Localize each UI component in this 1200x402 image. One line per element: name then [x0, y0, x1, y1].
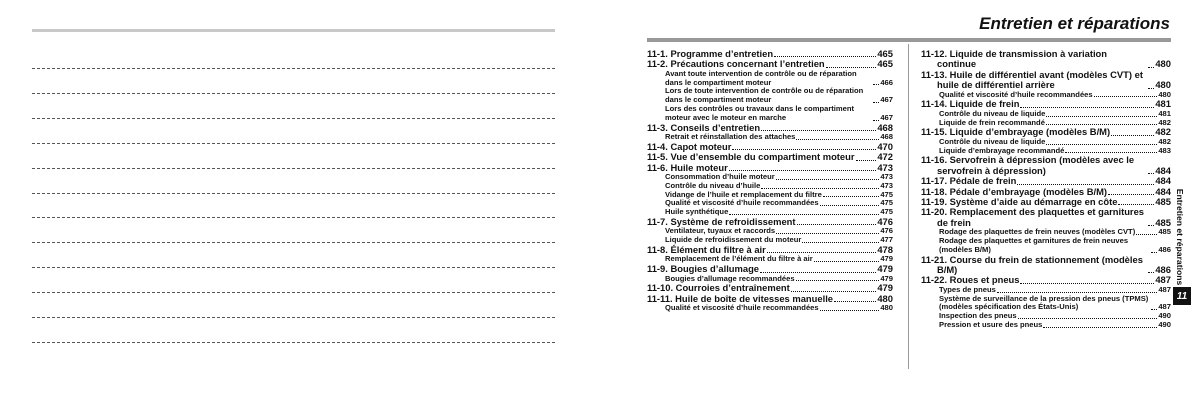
dot-leader: [796, 280, 880, 281]
toc-page-number: 484: [1155, 175, 1171, 187]
column-divider: [908, 44, 909, 369]
dot-leader: [1094, 96, 1158, 97]
toc-page-number: 484: [1155, 185, 1171, 197]
toc-entry-title: Consommation d’huile moteur: [665, 172, 775, 182]
toc-page-number: 480: [1155, 79, 1171, 91]
note-line: [32, 342, 555, 343]
note-line: [32, 217, 555, 218]
toc-entry-title: 11-9. Bougies d’allumage: [647, 263, 760, 275]
dot-leader: [823, 196, 879, 197]
toc-page-number: 476: [880, 226, 893, 236]
toc-page-number: 466: [880, 77, 893, 87]
dot-leader: [1065, 152, 1157, 153]
page-title: Entretien et réparations: [979, 14, 1170, 33]
toc-entry-title: 11-15. Liquide d’embrayage (modèles B/M): [921, 126, 1111, 138]
dot-leader: [767, 252, 877, 253]
dot-leader: [826, 67, 877, 68]
toc-subsection[interactable]: [647, 304, 893, 313]
toc-page-number: 479: [877, 263, 893, 275]
toc-page-number: 486: [1155, 264, 1171, 276]
toc-subsection[interactable]: [921, 237, 1171, 255]
toc-entry-title: 11-19. Système d’aide au démarrage en côte: [921, 196, 1118, 208]
dot-leader: [797, 224, 877, 225]
toc-entry-title: 11-21. Course du frein de stationnement (modèles B/M): [921, 253, 1143, 276]
toc-page-number: 479: [880, 273, 893, 283]
toc-page-number: 479: [877, 282, 893, 294]
toc-section[interactable]: [921, 49, 1171, 70]
toc-entry-title: 11-11. Huile de boîte de vitesses manuelle: [647, 292, 834, 304]
toc-page-number: 482: [1158, 117, 1171, 127]
dot-leader: [1148, 88, 1154, 89]
toc-entry-title: Contrôle du niveau d’huile: [665, 180, 761, 190]
dot-leader: [820, 310, 880, 311]
toc-entry-title: Lors de toute intervention de contrôle ou de réparation dans le compartiment moteur: [665, 86, 864, 105]
side-tab-label: [1173, 188, 1187, 286]
side-tab-text: Entretien et réparations: [1175, 188, 1185, 286]
dot-leader: [820, 205, 880, 206]
toc-page-number: 481: [1155, 98, 1171, 110]
toc-subsection[interactable]: [647, 70, 893, 88]
toc-page-number: 475: [880, 189, 893, 199]
toc-page-number: 472: [877, 151, 893, 163]
toc-page-number: 487: [1158, 302, 1171, 312]
toc-section[interactable]: [921, 70, 1171, 91]
toc-page-number: 475: [880, 198, 893, 208]
toc-page-number: 473: [880, 180, 893, 190]
toc-entry-title: 11-6. Huile moteur: [647, 161, 728, 173]
toc-page-number: 480: [1155, 58, 1171, 70]
toc-page-number: 485: [1155, 196, 1171, 208]
toc-entry-title: 11-13. Huile de différentiel avant (modèles CVT) et huile de différentiel arrière: [921, 68, 1143, 91]
dot-leader: [1118, 204, 1154, 205]
note-line: [32, 168, 555, 169]
toc-entry-title: 11-7. Système de refroidissement: [647, 216, 796, 227]
dot-leader: [1046, 144, 1157, 145]
toc-page-number: 490: [1158, 320, 1171, 330]
dot-leader: [873, 84, 879, 85]
dot-leader: [760, 272, 876, 273]
note-line: [32, 93, 555, 94]
toc-page-number: 485: [1158, 227, 1171, 237]
dot-leader: [1108, 194, 1154, 195]
note-line: [32, 193, 555, 194]
dot-leader: [1046, 116, 1157, 117]
toc-page-number: 480: [1158, 89, 1171, 99]
note-line: [32, 267, 555, 268]
toc-entry-title: 11-22. Roues et pneus: [921, 274, 1020, 286]
toc-entry-title: Huile synthétique: [665, 207, 729, 217]
toc-page-number: 473: [877, 161, 893, 173]
toc-page-number: 478: [877, 244, 893, 255]
toc-page-number: 468: [880, 132, 893, 141]
toc-entry-title: 11-5. Vue d’ensemble du compartiment moteur: [647, 151, 855, 163]
dot-leader: [1017, 184, 1154, 185]
toc-column-2: [921, 49, 1171, 330]
toc-section[interactable]: [921, 207, 1171, 228]
toc-page-number: 467: [880, 95, 893, 105]
dot-leader: [761, 130, 876, 131]
toc-subsection[interactable]: [647, 105, 893, 123]
toc-entry-title: Remplacement de l’élément du filtre à air: [665, 254, 813, 264]
note-line: [32, 242, 555, 243]
toc-subsection[interactable]: [921, 295, 1171, 313]
toc-page-number: 475: [880, 207, 893, 217]
dot-leader: [1148, 67, 1154, 68]
dot-leader: [834, 301, 876, 302]
toc-page-number: 480: [877, 292, 893, 304]
dot-leader: [873, 120, 879, 121]
dot-leader: [1151, 252, 1157, 253]
toc-entry-title: 11-17. Pédale de frein: [921, 175, 1017, 187]
dot-leader: [1111, 135, 1154, 136]
toc-entry-title: 11-14. Liquide de frein: [921, 98, 1020, 110]
dot-leader: [1136, 234, 1157, 235]
toc-page-number: 487: [1155, 274, 1171, 286]
toc-entry-title: 11-1. Programme d’entretien: [647, 48, 774, 59]
toc-page-number: 476: [877, 216, 893, 227]
toc-page-number: 477: [880, 235, 893, 245]
note-line: [32, 317, 555, 318]
toc-page-number: 484: [1155, 164, 1171, 176]
dot-leader: [791, 291, 877, 292]
dot-leader: [1148, 272, 1154, 273]
dot-leader: [774, 56, 876, 57]
dot-leader: [1148, 225, 1154, 226]
toc-page-number: 482: [1155, 126, 1171, 138]
toc-entry-title: 11-3. Conseils d’entretien: [647, 121, 761, 133]
dot-leader: [1018, 318, 1158, 319]
left-page-top-rule: [32, 29, 555, 32]
toc-page-number: 487: [1158, 284, 1171, 294]
toc-entry-title: Qualité et viscosité d’huile recommandées: [665, 303, 819, 313]
toc-entry-title: 11-4. Capot moteur: [647, 140, 732, 152]
dot-leader: [856, 160, 877, 161]
toc-page-number: 481: [1158, 108, 1171, 118]
note-line: [32, 68, 555, 69]
toc-entry-title: 11-16. Servofrein à dépression (modèles avec le servofrein à dépression): [921, 154, 1135, 176]
toc-entry-title: Ventilateur, tuyaux et raccords: [665, 226, 776, 236]
toc-entry-title: Système de surveillance de la pression des pneus (TPMS) (modèles spécification des États-Unis): [939, 293, 1149, 312]
toc-entry-title: Qualité et viscosité d’huile recommandées: [665, 198, 819, 208]
toc-entry-title: Rodage des plaquettes de frein neuves (modèles CVT): [939, 227, 1136, 237]
toc-page-number: 465: [877, 58, 893, 70]
toc-page-number: 468: [877, 121, 893, 133]
toc-subsection[interactable]: [647, 87, 893, 105]
note-line: [32, 292, 555, 293]
toc-page-number: 486: [1158, 244, 1171, 254]
toc-entry-title: Bougies d’allumage recommandées: [665, 273, 795, 283]
dot-leader: [776, 233, 879, 234]
dot-leader: [729, 214, 879, 215]
dot-leader: [814, 261, 880, 262]
toc-entry-title: Liquide d’embrayage recommandé: [939, 145, 1065, 155]
note-line: [32, 118, 555, 119]
chapter-badge: 11: [1173, 287, 1191, 305]
toc-page-number: 473: [880, 172, 893, 182]
toc-entry-title: 11-12. Liquide de transmission à variation continue: [921, 48, 1107, 70]
toc-page-number: 467: [880, 112, 893, 122]
dot-leader: [1046, 124, 1157, 125]
dot-leader: [761, 188, 879, 189]
toc-entry-title: Vidange de l’huile et remplacement du filtre: [665, 189, 822, 199]
toc-entry-title: Avant toute intervention de contrôle ou de réparation dans le compartiment moteur: [665, 68, 857, 87]
toc-page-number: 490: [1158, 311, 1171, 321]
toc-section[interactable]: [921, 155, 1171, 176]
toc-page-number: 480: [880, 303, 893, 313]
toc-page-number: 479: [880, 254, 893, 264]
toc-page-number: 485: [1155, 216, 1171, 228]
toc-page-number: 465: [877, 48, 893, 59]
dot-leader: [729, 170, 877, 171]
toc-entry-title: Types de pneus: [939, 284, 996, 294]
toc-entry-title: Contrôle du niveau de liquide: [939, 108, 1046, 118]
toc-page-number: 482: [1158, 136, 1171, 146]
note-line: [32, 143, 555, 144]
dot-leader: [776, 179, 880, 180]
dot-leader: [732, 149, 876, 150]
toc-subsection[interactable]: [921, 321, 1171, 330]
toc-entry-title: Pression et usure des pneus: [939, 320, 1043, 330]
toc-entry-title: Qualité et viscosité d’huile recommandées: [939, 89, 1093, 99]
toc-entry-title: Retrait et réinstallation des attaches: [665, 132, 796, 141]
dot-leader: [796, 139, 879, 140]
toc-entry-title: 11-18. Pédale d’embrayage (modèles B/M): [921, 185, 1108, 197]
dot-leader: [1151, 309, 1157, 310]
dot-leader: [1148, 173, 1154, 174]
dot-leader: [1020, 107, 1154, 108]
dot-leader: [873, 102, 879, 103]
toc-entry-title: Liquide de frein recommandé: [939, 117, 1045, 127]
dot-leader: [1043, 327, 1157, 328]
toc-page-number: 470: [877, 140, 893, 152]
dot-leader: [1020, 283, 1154, 284]
toc-column-1: [647, 49, 893, 313]
toc-entry-title: 11-20. Remplacement des plaquettes et garnitures de frein: [921, 206, 1144, 228]
toc-entry-title: 11-8. Élément du filtre à air: [647, 244, 766, 255]
dot-leader: [802, 242, 879, 243]
toc-entry-title: Lors des contrôles ou travaux dans le compartiment moteur avec le moteur en marche: [665, 104, 855, 122]
toc-entry-title: Inspection des pneus: [939, 311, 1017, 321]
toc-page-number: 483: [1158, 145, 1171, 155]
toc-entry-title: Contrôle du niveau de liquide: [939, 136, 1046, 146]
toc-entry-title: 11-10. Courroies d’entraînement: [647, 282, 790, 294]
toc-section[interactable]: [921, 255, 1171, 276]
toc-entry-title: 11-2. Précautions concernant l’entretien: [647, 58, 825, 70]
toc-entry-title: Rodage des plaquettes et garnitures de frein neuves (modèles B/M): [939, 236, 1129, 254]
dot-leader: [997, 292, 1158, 293]
header-rule: [647, 38, 1171, 42]
toc-entry-title: Liquide de refroidissement du moteur: [665, 235, 802, 245]
